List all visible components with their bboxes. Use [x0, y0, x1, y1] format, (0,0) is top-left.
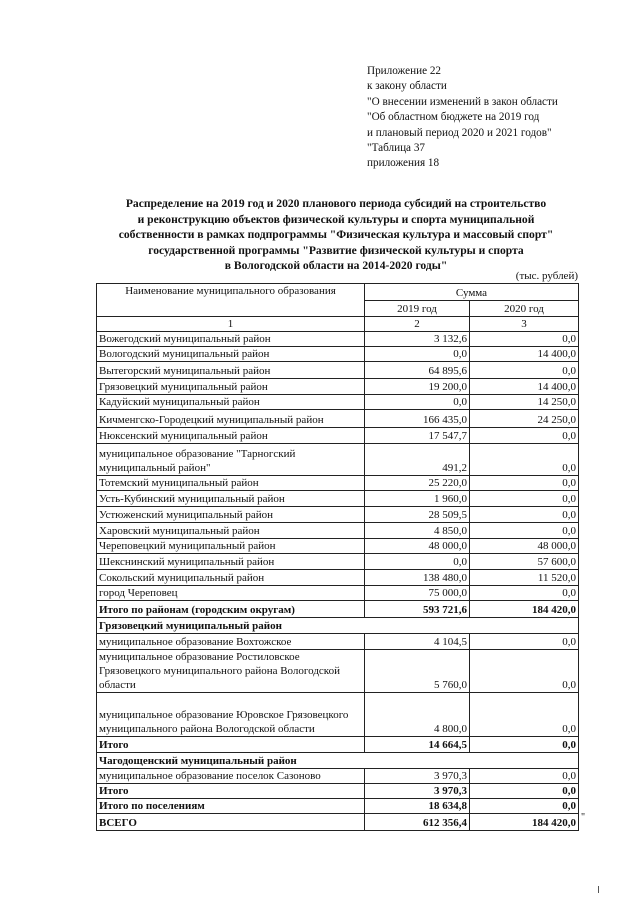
value-2019: 166 435,0	[365, 410, 470, 428]
value-2020: 48 000,0	[470, 539, 579, 554]
value-2020: 184 420,0	[470, 601, 579, 618]
title-line: государственной программы "Развитие физической культуры и спорта	[148, 243, 524, 257]
section-row	[97, 618, 579, 634]
value-2020: 14 400,0	[470, 347, 579, 362]
row-name: муниципальное образование Юровское Грязовецкого муниципального района Вологодской области	[97, 693, 365, 737]
row-name: Усть-Кубинский муниципальный район	[97, 491, 365, 507]
column-number: 1	[97, 317, 365, 332]
row-name: Вологодский муниципальный район	[97, 347, 365, 362]
value-2020: 0,0	[470, 523, 579, 539]
value-2019: 4 800,0	[365, 693, 470, 737]
row-name: муниципальное образование Ростиловское Грязовецкого муниципального района Вологодской области	[97, 650, 365, 693]
value-2020: 0,0	[470, 362, 579, 379]
table-row	[97, 570, 579, 586]
row-name: Итого	[97, 737, 365, 753]
row-name: Грязовецкий муниципальный район	[97, 379, 365, 395]
value-2019: 4 104,5	[365, 634, 470, 650]
table-row	[97, 395, 579, 410]
title-line: в Вологодской области на 2014-2020 годы"	[224, 259, 448, 273]
value-2020: 0,0	[470, 693, 579, 737]
table-row	[97, 693, 579, 737]
table-row	[97, 539, 579, 554]
value-2019: 64 895,6	[365, 362, 470, 379]
value-2020: 184 420,0	[470, 814, 579, 831]
total-row	[97, 799, 579, 814]
row-name: муниципальное образование поселок Сазоново	[97, 769, 365, 784]
units-label: (тыс. рублей)	[515, 270, 578, 282]
column-number: 3	[470, 317, 579, 332]
appendix-line: Приложение 22	[367, 65, 442, 77]
row-name: Шекснинский муниципальный район	[97, 554, 365, 570]
value-2020: 0,0	[470, 586, 579, 601]
table-row	[97, 586, 579, 601]
value-2020: 0,0	[470, 332, 579, 347]
value-2019: 1 960,0	[365, 491, 470, 507]
value-2020: 24 250,0	[470, 410, 579, 428]
table-row	[97, 634, 579, 650]
value-2019: 19 200,0	[365, 379, 470, 395]
value-2019: 3 970,3	[365, 769, 470, 784]
value-2020: 11 520,0	[470, 570, 579, 586]
appendix-reference	[367, 64, 558, 172]
value-2019: 491,2	[365, 444, 470, 476]
column-number: 2	[365, 317, 470, 332]
header-sum: Сумма	[365, 284, 579, 301]
table-row	[97, 410, 579, 428]
row-name: Чагодощенский муниципальный район	[97, 753, 579, 769]
title-line: Распределение на 2019 год и 2020 планового периода субсидий на строительство	[125, 197, 547, 210]
row-name: Устюженский муниципальный район	[97, 507, 365, 523]
value-2019: 0,0	[365, 347, 470, 362]
value-2019: 593 721,6	[365, 601, 470, 618]
value-2019: 0,0	[365, 395, 470, 410]
value-2020: 0,0	[470, 507, 579, 523]
row-name: Череповецкий муниципальный район	[97, 539, 365, 554]
row-name: ВСЕГО	[97, 814, 365, 831]
appendix-line: приложения 18	[367, 157, 440, 170]
appendix-line: и плановый период 2020 и 2021 годов"	[367, 126, 552, 139]
row-name: Грязовецкий муниципальный район	[97, 618, 579, 634]
scan-mark	[598, 886, 599, 893]
subsidy-table	[96, 283, 579, 831]
value-2019: 0,0	[365, 554, 470, 570]
row-name: Кичменгско-Городецкий муниципальный район	[97, 410, 365, 428]
row-name: Сокольский муниципальный район	[97, 570, 365, 586]
table-row	[97, 491, 579, 507]
total-row	[97, 814, 579, 831]
row-name: Вожегодский муниципальный район	[97, 332, 365, 347]
value-2019: 28 509,5	[365, 507, 470, 523]
value-2020: 0,0	[470, 428, 579, 444]
table-row	[97, 444, 579, 476]
row-name: Итого по районам (городским округам)	[97, 601, 365, 618]
row-name: Кадуйский муниципальный район	[97, 395, 365, 410]
total-row	[97, 784, 579, 799]
closing-quote: "	[581, 812, 586, 823]
title-line: и реконструкцию объектов физической культуры и спорта муниципальной	[137, 212, 535, 226]
value-2019: 18 634,8	[365, 799, 470, 814]
value-2020: 0,0	[470, 737, 579, 753]
row-name: муниципальное образование "Тарногский муниципальный район"	[97, 444, 365, 476]
value-2019: 138 480,0	[365, 570, 470, 586]
title-line: собственности в рамках подпрограммы "Физическая культура и массовый спорт"	[118, 228, 554, 242]
row-name: город Череповец	[97, 586, 365, 601]
value-2019: 48 000,0	[365, 539, 470, 554]
value-2019: 3 970,3	[365, 784, 470, 799]
value-2019: 25 220,0	[365, 476, 470, 491]
row-name: Вытегорский муниципальный район	[97, 362, 365, 379]
table-row	[97, 769, 579, 784]
value-2020: 0,0	[470, 799, 579, 814]
table-row	[97, 347, 579, 362]
table-row	[97, 362, 579, 379]
table-row	[97, 523, 579, 539]
value-2020: 0,0	[470, 784, 579, 799]
table-row	[97, 476, 579, 491]
value-2019: 612 356,4	[365, 814, 470, 831]
table-row	[97, 332, 579, 347]
header-2019: 2019 год	[365, 301, 470, 317]
value-2019: 3 132,6	[365, 332, 470, 347]
value-2020: 0,0	[470, 476, 579, 491]
appendix-line: "О внесении изменений в закон области	[367, 95, 558, 108]
value-2019: 17 547,7	[365, 428, 470, 444]
header-2020: 2020 год	[470, 301, 579, 317]
table-row	[97, 650, 579, 693]
appendix-line: "Об областном бюджете на 2019 год	[367, 111, 540, 124]
appendix-line: "Таблица 37	[367, 142, 426, 155]
appendix-line: к закону области	[367, 80, 447, 93]
value-2019: 14 664,5	[365, 737, 470, 753]
total-row	[97, 601, 579, 618]
value-2020: 14 250,0	[470, 395, 579, 410]
table-row	[97, 379, 579, 395]
value-2020: 14 400,0	[470, 379, 579, 395]
value-2020: 0,0	[470, 650, 579, 693]
row-name: Харовский муниципальный район	[97, 523, 365, 539]
row-name: Итого	[97, 784, 365, 799]
table-row	[97, 507, 579, 523]
value-2020: 0,0	[470, 769, 579, 784]
table-row	[97, 554, 579, 570]
row-name: муниципальное образование Вохтожское	[97, 634, 365, 650]
value-2019: 5 760,0	[365, 650, 470, 693]
value-2019: 75 000,0	[365, 586, 470, 601]
row-name: Тотемский муниципальный район	[97, 476, 365, 491]
value-2020: 57 600,0	[470, 554, 579, 570]
table-row	[97, 428, 579, 444]
value-2020: 0,0	[470, 491, 579, 507]
document-title	[96, 196, 576, 274]
value-2020: 0,0	[470, 634, 579, 650]
value-2019: 4 850,0	[365, 523, 470, 539]
value-2020: 0,0	[470, 444, 579, 476]
header-name: Наименование муниципального образования	[97, 284, 365, 317]
row-name: Нюксенский муниципальный район	[97, 428, 365, 444]
section-row	[97, 753, 579, 769]
total-row	[97, 737, 579, 753]
row-name: Итого по поселениям	[97, 799, 365, 814]
